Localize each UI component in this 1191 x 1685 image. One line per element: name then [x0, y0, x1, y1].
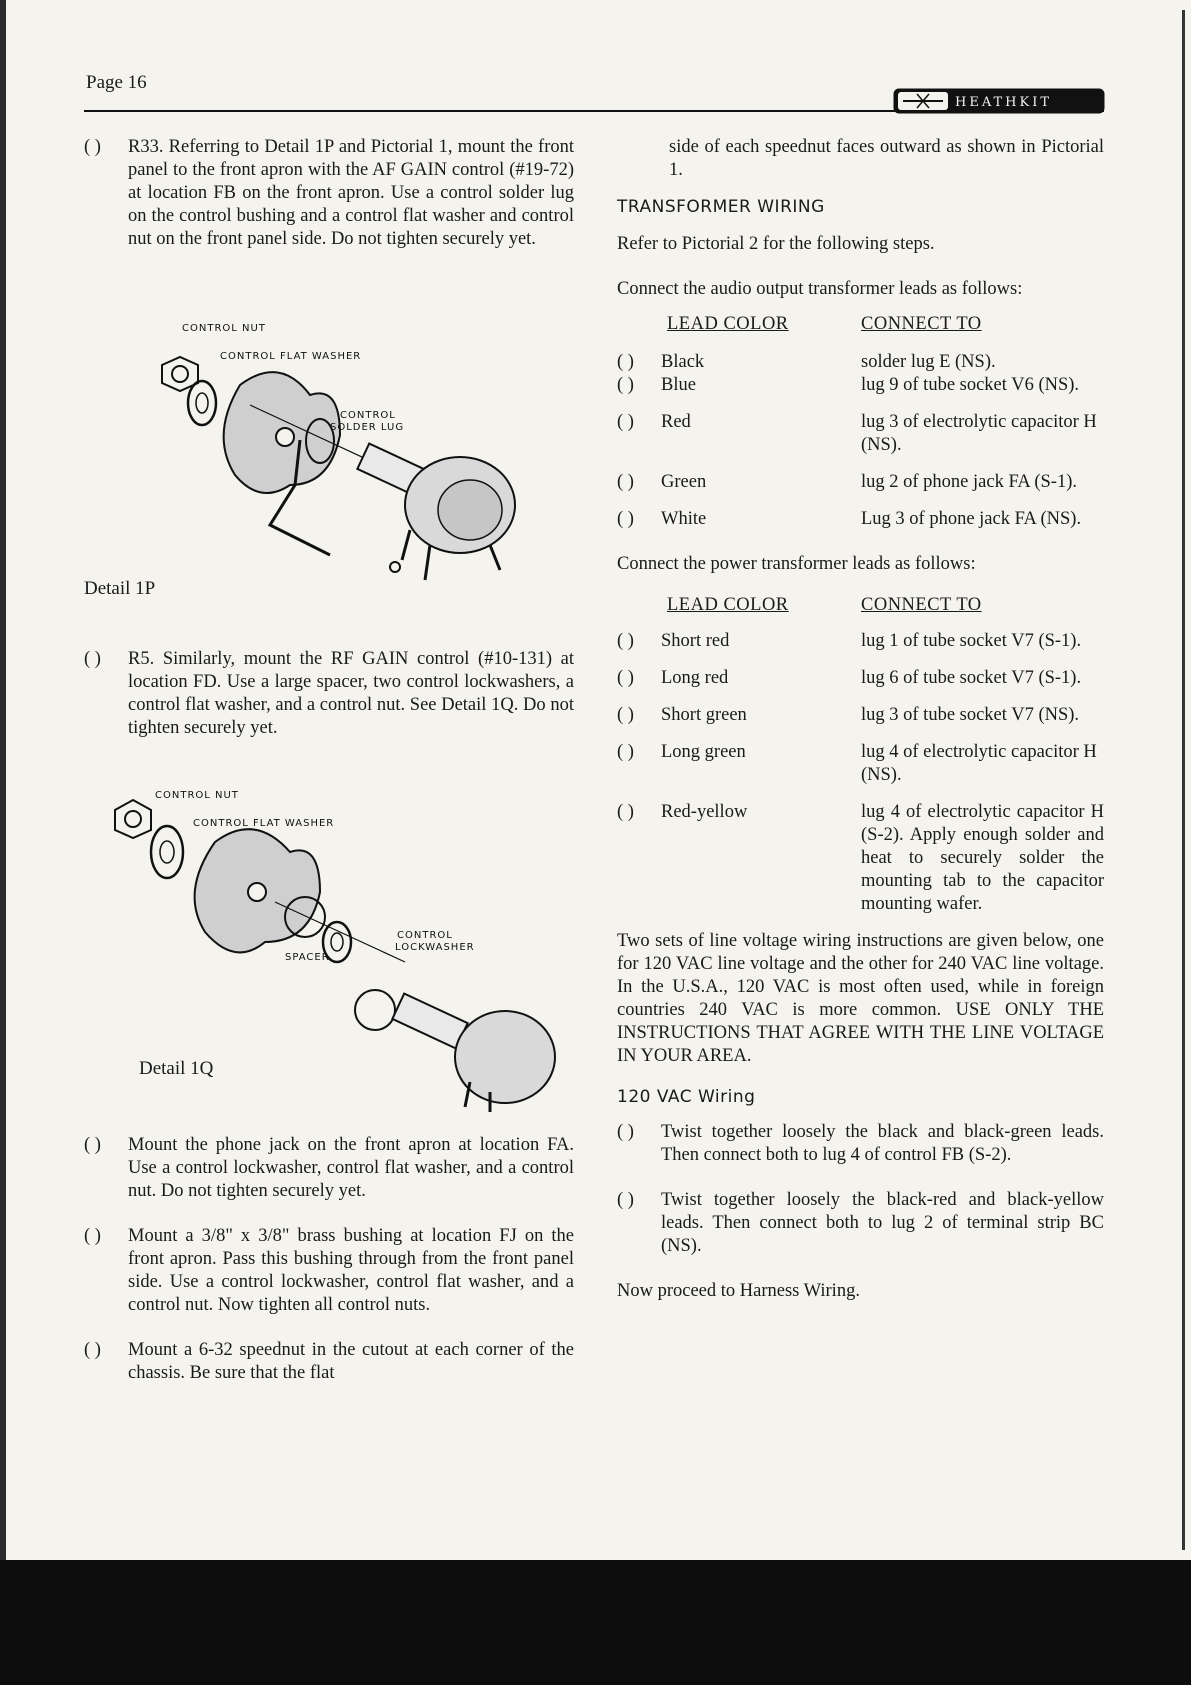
callout-solder-lug: SOLDER LUG: [330, 422, 405, 433]
lead-color: Short red: [661, 631, 730, 651]
connect-to: lug 2 of phone jack FA (S-1).: [861, 472, 1077, 492]
audio-row-white: [617, 508, 1104, 531]
callout-control-nut: CONTROL NUT: [182, 323, 266, 334]
step-text: R5. Similarly, mount the RF GAIN control (#10-131) at location FD. Use a large spacer, two control lockwashers, a control flat washer, and a control nut. See Detail 1Q. Do not tighten securely yet.: [128, 649, 574, 738]
connect-to: lug 3 of tube socket V7 (NS).: [861, 705, 1080, 725]
lead-color: Long green: [661, 742, 746, 762]
header-rule: [84, 110, 1104, 112]
step-r5: [84, 648, 574, 740]
left-column-bottom: [84, 1134, 574, 1385]
lead-color-header: LEAD COLOR: [667, 595, 789, 615]
flat-washer-icon: [151, 826, 183, 878]
callout-lockwasher: LOCKWASHER: [395, 942, 475, 953]
brand-name: HEATHKIT: [955, 95, 1053, 110]
checkbox[interactable]: ( ): [617, 1190, 634, 1210]
step-brass-bushing: [84, 1225, 574, 1317]
refer-text: Refer to Pictorial 2 for the following steps.: [617, 234, 935, 254]
lead-color: Green: [661, 472, 707, 492]
callout-control: CONTROL: [397, 930, 453, 941]
detail-1q-label: Detail 1Q: [139, 1058, 214, 1079]
checkbox[interactable]: ( ): [617, 412, 634, 432]
lead-color-header: LEAD COLOR: [667, 314, 789, 334]
audio-intro: Connect the audio output transformer leads as follows:: [617, 279, 1023, 299]
continuation-text: side of each speednut faces outward as shown in Pictorial 1.: [669, 137, 1104, 180]
checkbox[interactable]: ( ): [617, 802, 634, 822]
detail-1p-label: Detail 1P: [84, 578, 156, 599]
step-twist-black-red: [617, 1189, 1104, 1258]
connect-to: lug 4 of electrolytic capacitor H (S-2). Apply enough solder and heat to securely solder the mounting tab to the capacitor mounting wafer.: [861, 802, 1104, 914]
vac-wiring-heading: 120 VAC Wiring: [617, 1087, 756, 1107]
audio-table-header: [617, 313, 1104, 337]
power-table-header: [617, 594, 1104, 618]
step-speednut: [84, 1339, 574, 1385]
checkbox[interactable]: ( ): [617, 375, 634, 395]
callout-spacer: SPACER: [285, 952, 330, 963]
audio-row-black: [617, 351, 1104, 374]
detail-1p-diagram: [140, 323, 560, 595]
connect-to: lug 1 of tube socket V7 (S-1).: [861, 631, 1082, 651]
checkbox[interactable]: ( ): [617, 668, 634, 688]
connect-to: lug 9 of tube socket V6 (NS).: [861, 375, 1080, 395]
step-text: Mount a 6-32 speednut in the cutout at each corner of the chassis. Be sure that the flat: [128, 1340, 574, 1383]
lead-color: Long red: [661, 668, 729, 688]
closing-text: Now proceed to Harness Wiring.: [617, 1281, 860, 1301]
transformer-wiring-heading: TRANSFORMER WIRING: [617, 197, 825, 217]
power-row-short-green: [617, 704, 1104, 727]
scan-bottom-band: [0, 1560, 1191, 1685]
lead-color: Black: [661, 352, 705, 372]
callout-control: CONTROL: [340, 410, 396, 421]
checkbox[interactable]: ( ): [84, 1135, 101, 1155]
checkbox[interactable]: ( ): [84, 1226, 101, 1246]
step-text: R33. Referring to Detail 1P and Pictorial 1, mount the front panel to the front apron with the AF GAIN control (#19-72) at location FB on the front apron. Use a control solder lug on the control bushing and a control flat washer and control nut on the front panel side. Do not tighten securely yet.: [128, 137, 574, 249]
page-number: Page 16: [86, 72, 147, 93]
lead-color: White: [661, 509, 707, 529]
power-intro: Connect the power transformer leads as follows:: [617, 554, 976, 574]
connect-to-header: CONNECT TO: [861, 314, 982, 334]
control-nut-icon: [115, 800, 151, 838]
scan-edge-right: [1182, 10, 1185, 1550]
step-text: Mount the phone jack on the front apron at location FA. Use a control lockwasher, control flat washer, and a control nut. Do not tighten securely yet.: [128, 1135, 574, 1201]
audio-row-blue: [617, 374, 1104, 397]
power-row-red-yellow: [617, 801, 1104, 916]
audio-row-red: [617, 411, 1104, 457]
step-phone-jack: [84, 1134, 574, 1203]
connect-to: lug 6 of tube socket V7 (S-1).: [861, 668, 1082, 688]
front-panel-icon: [224, 372, 340, 493]
connect-to-header: CONNECT TO: [861, 595, 982, 615]
power-row-short-red: [617, 630, 1104, 653]
callout-flat-washer: CONTROL FLAT WASHER: [193, 818, 335, 829]
checkbox[interactable]: ( ): [617, 352, 634, 372]
flat-washer-icon: [188, 381, 216, 425]
lead-color: Short green: [661, 705, 747, 725]
power-row-long-red: [617, 667, 1104, 690]
lead-color: Blue: [661, 375, 696, 395]
checkbox[interactable]: ( ): [617, 705, 634, 725]
checkbox[interactable]: ( ): [84, 1340, 101, 1360]
lead-color: Red-yellow: [661, 802, 748, 822]
power-row-long-green: [617, 741, 1104, 787]
checkbox[interactable]: ( ): [84, 649, 101, 669]
checkbox[interactable]: ( ): [617, 1122, 634, 1142]
connect-to: lug 3 of electrolytic capacitor H (NS).: [861, 412, 1097, 455]
checkbox[interactable]: ( ): [617, 509, 634, 529]
audio-row-green: [617, 471, 1104, 494]
checkbox[interactable]: ( ): [617, 472, 634, 492]
checkbox[interactable]: ( ): [617, 631, 634, 651]
line-voltage-text: Two sets of line voltage wiring instructions are given below, one for 120 VAC line voltage and the other for 240 VAC line voltage. In the U.S.A., 120 VAC is most often used, while in foreign countries 240 VAC is more common. USE ONLY THE INSTRUCTIONS THAT AGREE WITH THE LINE VOLTAGE IN YOUR AREA.: [617, 931, 1104, 1066]
callout-flat-washer: CONTROL FLAT WASHER: [220, 351, 362, 362]
connect-to: Lug 3 of phone jack FA (NS).: [861, 509, 1082, 529]
right-column: [617, 136, 1104, 1303]
callout-control-nut: CONTROL NUT: [155, 790, 239, 801]
front-panel-icon: [195, 829, 320, 952]
left-column-mid: [84, 648, 574, 740]
connect-to: lug 4 of electrolytic capacitor H (NS).: [861, 742, 1097, 785]
checkbox[interactable]: ( ): [617, 742, 634, 762]
checkbox[interactable]: ( ): [84, 137, 101, 157]
connect-to: solder lug E (NS).: [861, 352, 996, 372]
scan-edge-left: [0, 0, 6, 1560]
left-column: [84, 136, 574, 251]
step-text: Twist together loosely the black and black-green leads. Then connect both to lug 4 of control FB (S-2).: [661, 1122, 1104, 1165]
step-text: Twist together loosely the black-red and black-yellow leads. Then connect both to lug 2 of terminal strip BC (NS).: [661, 1190, 1104, 1256]
step-text: Mount a 3/8" x 3/8" brass bushing at location FJ on the front apron. Pass this bushing through from the front panel side. Use a control lockwasher, control flat washer, and a control nut. Now tighten all control nuts.: [128, 1226, 574, 1315]
step-r33: [84, 136, 574, 251]
lead-color: Red: [661, 412, 691, 432]
step-twist-black-green: [617, 1121, 1104, 1167]
